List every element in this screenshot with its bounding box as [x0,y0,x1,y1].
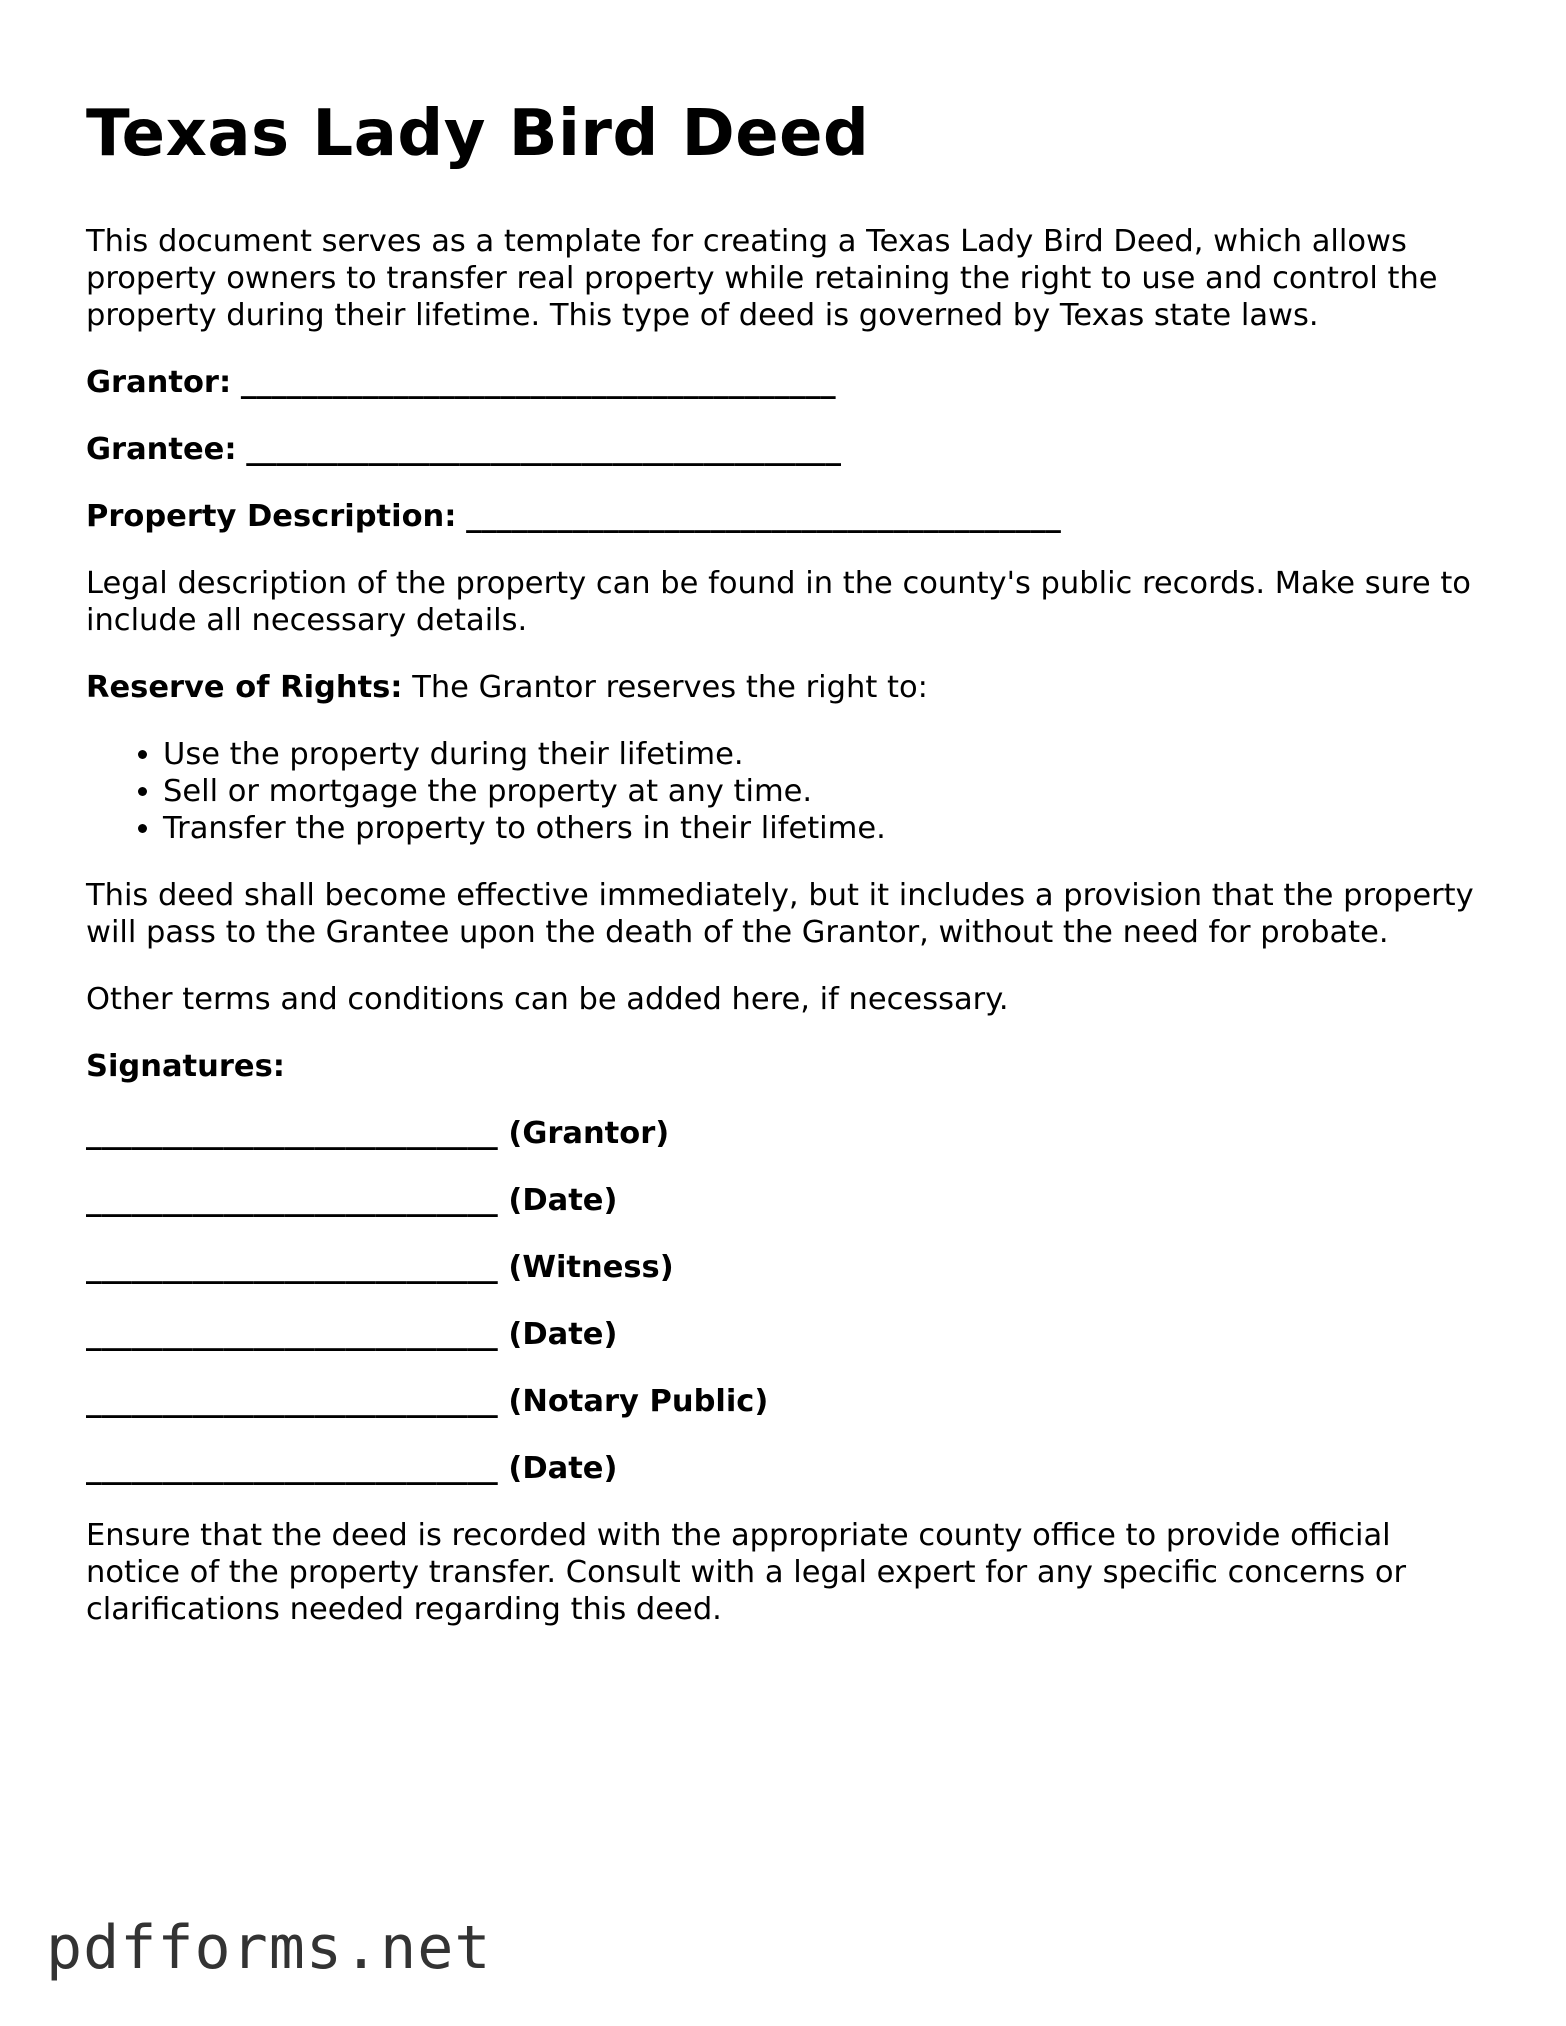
signature-line-date [86,1450,1486,1487]
list-item: • Sell or mortgage the property at any time. [163,773,1486,810]
signature-line-witness [86,1249,1486,1286]
signature-role-label: (Witness) [508,1249,674,1285]
property-description-field [86,498,1486,535]
legal-note-paragraph: Legal description of the property can be found in the county's public records. Make sure to include all necessary details. [86,565,1471,638]
signature-role-label: (Date) [508,1182,618,1218]
signature-line-date [86,1182,1486,1219]
signatures-heading: Signatures: [86,1048,285,1084]
intro-paragraph: This document serves as a template for creating a Texas Lady Bird Deed, which allows property owners to transfer real property while retaining the right to use and control the property during their lifetime. This type of deed is governed by Texas state laws. [86,223,1438,333]
signature-blank[interactable]: ___________________________ [86,1182,498,1218]
property-description-label: Property Description: [86,498,457,534]
signature-blank[interactable]: ___________________________ [86,1450,498,1486]
grantee-blank[interactable]: _______________________________________ [246,431,841,467]
other-terms-paragraph: Other terms and conditions can be added here, if necessary. [86,981,1009,1017]
effective-paragraph: This deed shall become effective immediately, but it includes a provision that the property will pass to the Grantee upon the death of the Grantor, without the need for probate. [86,877,1474,950]
property-description-blank[interactable]: _______________________________________ [466,498,1061,534]
signature-line-grantor [86,1115,1486,1152]
signature-blank[interactable]: ___________________________ [86,1383,498,1419]
reserve-of-rights-paragraph [86,669,1486,706]
closing-paragraph: Ensure that the deed is recorded with the appropriate county office to provide official notice of the property transfer. Consult with a legal expert for any specific concerns or clarifications needed regarding this deed. [86,1517,1407,1627]
signature-role-label: (Date) [508,1450,618,1486]
reserve-of-rights-label: Reserve of Rights: [86,669,403,705]
rights-list [86,736,1486,847]
grantee-field [86,431,1486,468]
signature-blank[interactable]: ___________________________ [86,1249,498,1285]
signature-line-notary [86,1383,1486,1420]
grantor-field [86,364,1486,401]
signature-role-label: (Notary Public) [508,1383,769,1419]
grantee-label: Grantee: [86,431,237,467]
grantor-blank[interactable]: _______________________________________ [240,364,836,400]
signature-blank[interactable]: ___________________________ [86,1115,498,1151]
list-item: • Transfer the property to others in their lifetime. [163,810,1486,847]
signature-blank[interactable]: ___________________________ [86,1316,498,1352]
signature-role-label: (Date) [508,1316,618,1352]
document-page [86,96,1486,1628]
signature-line-date [86,1316,1486,1353]
document-title: Texas Lady Bird Deed [86,97,870,171]
list-item: • Use the property during their lifetime. [163,736,1486,773]
grantor-label: Grantor: [86,364,232,400]
watermark: pdfforms.net [46,1913,492,1983]
reserve-of-rights-text: The Grantor reserves the right to: [402,669,928,705]
signature-role-label: (Grantor) [508,1115,670,1151]
